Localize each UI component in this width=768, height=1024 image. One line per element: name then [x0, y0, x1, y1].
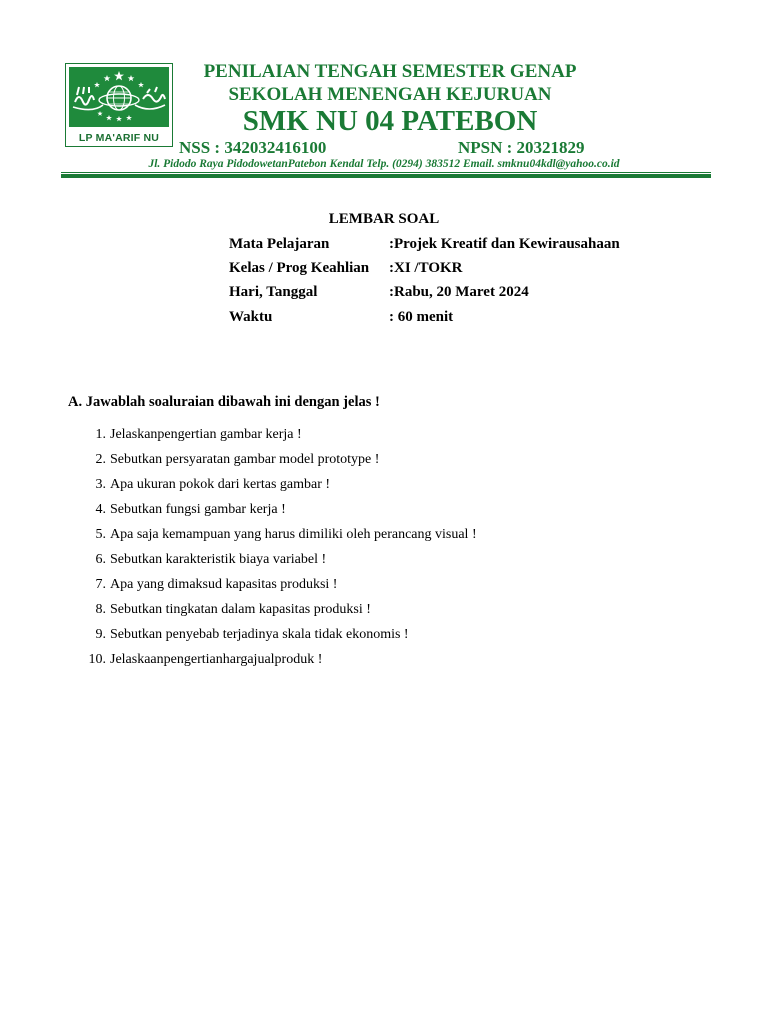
- question-text: Sebutkan persyaratan gambar model prototype !: [110, 452, 380, 467]
- info-label: Mata Pelajaran: [229, 236, 330, 252]
- header-divider-thin: [61, 172, 711, 173]
- question-number: 6.: [95, 552, 106, 567]
- info-value: :Projek Kreatif dan Kewirausahaan: [389, 236, 620, 252]
- sheet-title: LEMBAR SOAL: [328, 211, 440, 227]
- info-value: : 60 menit: [389, 309, 454, 325]
- question-number: 1.: [95, 427, 106, 442]
- question-number: 9.: [95, 627, 106, 642]
- question-text: Sebutkan penyebab terjadinya skala tidak ekonomis !: [110, 627, 409, 642]
- info-value: :Rabu, 20 Maret 2024: [389, 284, 529, 300]
- npsn-number: NPSN : 20321829: [458, 138, 585, 157]
- header-line-1: PENILAIAN TENGAH SEMESTER GENAP: [203, 61, 577, 82]
- header-divider-thick: [61, 174, 711, 178]
- question-text: Apa ukuran pokok dari kertas gambar !: [110, 477, 331, 492]
- question-number: 8.: [95, 602, 106, 617]
- question-number: 4.: [95, 502, 106, 517]
- question-text: Sebutkan karakteristik biaya variabel !: [110, 552, 327, 567]
- question-text: Jelaskaanpengertianhargajualproduk !: [110, 652, 323, 667]
- question-number: 5.: [95, 527, 106, 542]
- question-number: 7.: [95, 577, 106, 592]
- nss-number: NSS : 342032416100: [179, 138, 327, 157]
- section-heading: A. Jawablah soaluraian dibawah ini dengan jelas !: [68, 394, 380, 410]
- school-address: Jl. Pidodo Raya PidodowetanPatebon Kendal Telp. (0294) 383512 Email. smknu04kdl@yahoo.co.id: [148, 158, 620, 170]
- logo-caption: LP MA'ARIF NU: [78, 132, 160, 144]
- question-text: Jelaskanpengertian gambar kerja !: [110, 427, 302, 442]
- info-label: Hari, Tanggal: [229, 284, 318, 300]
- question-text: Sebutkan tingkatan dalam kapasitas produksi !: [110, 602, 371, 617]
- question-text: Apa yang dimaksud kapasitas produksi !: [110, 577, 338, 592]
- question-text: Apa saja kemampuan yang harus dimiliki oleh perancang visual !: [110, 527, 477, 542]
- question-number: 3.: [95, 477, 106, 492]
- question-number: 2.: [95, 452, 106, 467]
- question-number: 10.: [88, 652, 106, 667]
- info-label: Waktu: [229, 309, 273, 325]
- question-text: Sebutkan fungsi gambar kerja !: [110, 502, 286, 517]
- header-line-2: SEKOLAH MENENGAH KEJURUAN: [228, 84, 552, 105]
- school-name: SMK NU 04 PATEBON: [242, 105, 538, 137]
- info-label: Kelas / Prog Keahlian: [229, 260, 370, 276]
- info-value: :XI /TOKR: [389, 260, 463, 276]
